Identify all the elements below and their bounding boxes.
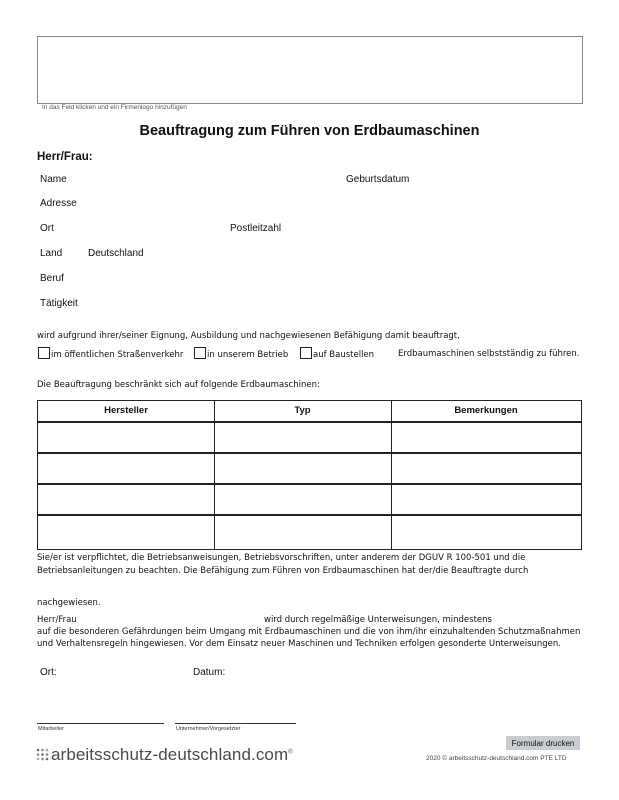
qualification-field[interactable] (37, 580, 577, 595)
table-cell-type-1[interactable] (218, 427, 386, 442)
table-cell-type-4[interactable] (218, 523, 386, 538)
instruction-interval-field[interactable] (494, 612, 574, 627)
birthdate-field[interactable] (414, 172, 574, 187)
address-field[interactable] (88, 196, 568, 211)
instruction-line-2: auf die besonderen Gefährdungen beim Umgang mit Erdbaumaschinen und die von ihm/ihr einzuhaltenden Schutzmaßnahmen (37, 627, 581, 637)
person-heading: Herr/Frau: (37, 151, 93, 163)
page-title: Beauftragung zum Führen von Erdbaumaschinen (139, 123, 480, 139)
row-divider (38, 514, 581, 516)
employer-signature-label: Unternehmer/Vorgesetzter (176, 726, 241, 732)
instruction-prefix: Herr/Frau (37, 615, 77, 625)
table-cell-remarks-1[interactable] (395, 427, 575, 442)
table-cell-manufacturer-1[interactable] (42, 427, 210, 442)
employee-signature-label: Mitarbeiter (38, 726, 64, 732)
employer-signature-line (175, 723, 296, 724)
job-field[interactable] (88, 271, 568, 286)
country-field[interactable]: Deutschland (88, 248, 144, 259)
date-label: Datum: (193, 667, 226, 678)
header-manufacturer: Hersteller (104, 405, 148, 416)
birthdate-label: Geburtsdatum (346, 174, 410, 185)
column-divider (214, 401, 215, 549)
country-label: Land (40, 248, 63, 259)
option-company-label: in unserem Betrieb (207, 350, 289, 360)
machine-table (37, 400, 582, 550)
print-form-button[interactable]: Formular drucken (506, 736, 580, 750)
date-field[interactable] (232, 665, 352, 680)
city-field[interactable] (88, 221, 218, 236)
road-checkbox[interactable] (38, 347, 50, 359)
table-cell-remarks-4[interactable] (395, 523, 575, 538)
instruction-middle: wird durch regelmäßige Unterweisungen, mindestens (264, 615, 492, 625)
obligations-line-2: Betriebsanleitungen zu beachten. Die Befähigung zum Führen von Erdbaumaschinen hat der/die Beauftragte durch (37, 566, 529, 576)
job-label: Beruf (40, 273, 64, 284)
logo-hint: In das Feld klicken und ein Firmenlogo hinzufügen (42, 104, 187, 111)
employee-signature-line (37, 723, 164, 724)
table-cell-remarks-2[interactable] (395, 459, 575, 474)
row-divider (38, 452, 581, 454)
option-company[interactable] (194, 347, 288, 360)
zip-field[interactable] (292, 221, 412, 236)
brand-logo (36, 745, 293, 765)
table-cell-manufacturer-2[interactable] (42, 459, 210, 474)
logo-upload-field[interactable] (37, 36, 583, 104)
table-cell-manufacturer-4[interactable] (42, 523, 210, 538)
assignment-intro: wird aufgrund ihrer/seiner Eignung, Ausbildung und nachgewiesenen Befähigung damit beauftragt, (37, 331, 460, 341)
column-divider (391, 401, 392, 549)
header-type: Typ (294, 405, 311, 416)
place-label: Ort: (40, 667, 57, 678)
obligations-line-1: Sie/er ist verpflichtet, die Betriebsanweisungen, Betriebsvorschriften, unter anderem der DGUV R 100-501 und die (37, 553, 526, 563)
zip-label: Postleitzahl (230, 223, 282, 234)
brand-dots-icon (36, 748, 49, 761)
header-remarks: Bemerkungen (454, 405, 518, 416)
table-header (38, 401, 581, 423)
copyright: 2020 © arbeitsschutz-deutschland.com PTE LTD (426, 755, 567, 762)
row-divider (38, 483, 581, 485)
brand-registered-mark: ® (288, 749, 293, 756)
table-cell-remarks-3[interactable] (395, 490, 575, 505)
address-label: Adresse (40, 198, 77, 209)
option-road-label: im öffentlichen Straßenverkehr (51, 350, 184, 360)
assignment-suffix: Erdbaumaschinen selbstständig zu führen. (398, 349, 580, 359)
brand-name: arbeitsschutz-deutschland.com (51, 745, 289, 764)
instruction-name-field[interactable] (84, 612, 254, 627)
name-label: Name (40, 174, 67, 185)
city-label: Ort (40, 223, 54, 234)
table-cell-type-2[interactable] (218, 459, 386, 474)
activity-field[interactable] (88, 296, 568, 311)
place-field[interactable] (62, 665, 182, 680)
option-site[interactable] (300, 347, 374, 360)
table-cell-manufacturer-3[interactable] (42, 490, 210, 505)
company-checkbox[interactable] (194, 347, 206, 359)
table-cell-type-3[interactable] (218, 490, 386, 505)
instruction-line-3: und Verhaltensregeln hingewiesen. Vor dem Einsatz neuer Maschinen und Techniken erfolgen gesonderte Unterweisungen. (37, 639, 561, 649)
activity-label: Tätigkeit (40, 298, 78, 309)
option-road[interactable] (38, 347, 183, 360)
option-site-label: auf Baustellen (313, 350, 375, 360)
table-intro: Die Beauftragung beschränkt sich auf folgende Erdbaumaschinen: (37, 380, 320, 390)
name-field[interactable] (88, 172, 328, 187)
site-checkbox[interactable] (300, 347, 312, 359)
obligations-line-3: nachgewiesen. (37, 598, 101, 608)
